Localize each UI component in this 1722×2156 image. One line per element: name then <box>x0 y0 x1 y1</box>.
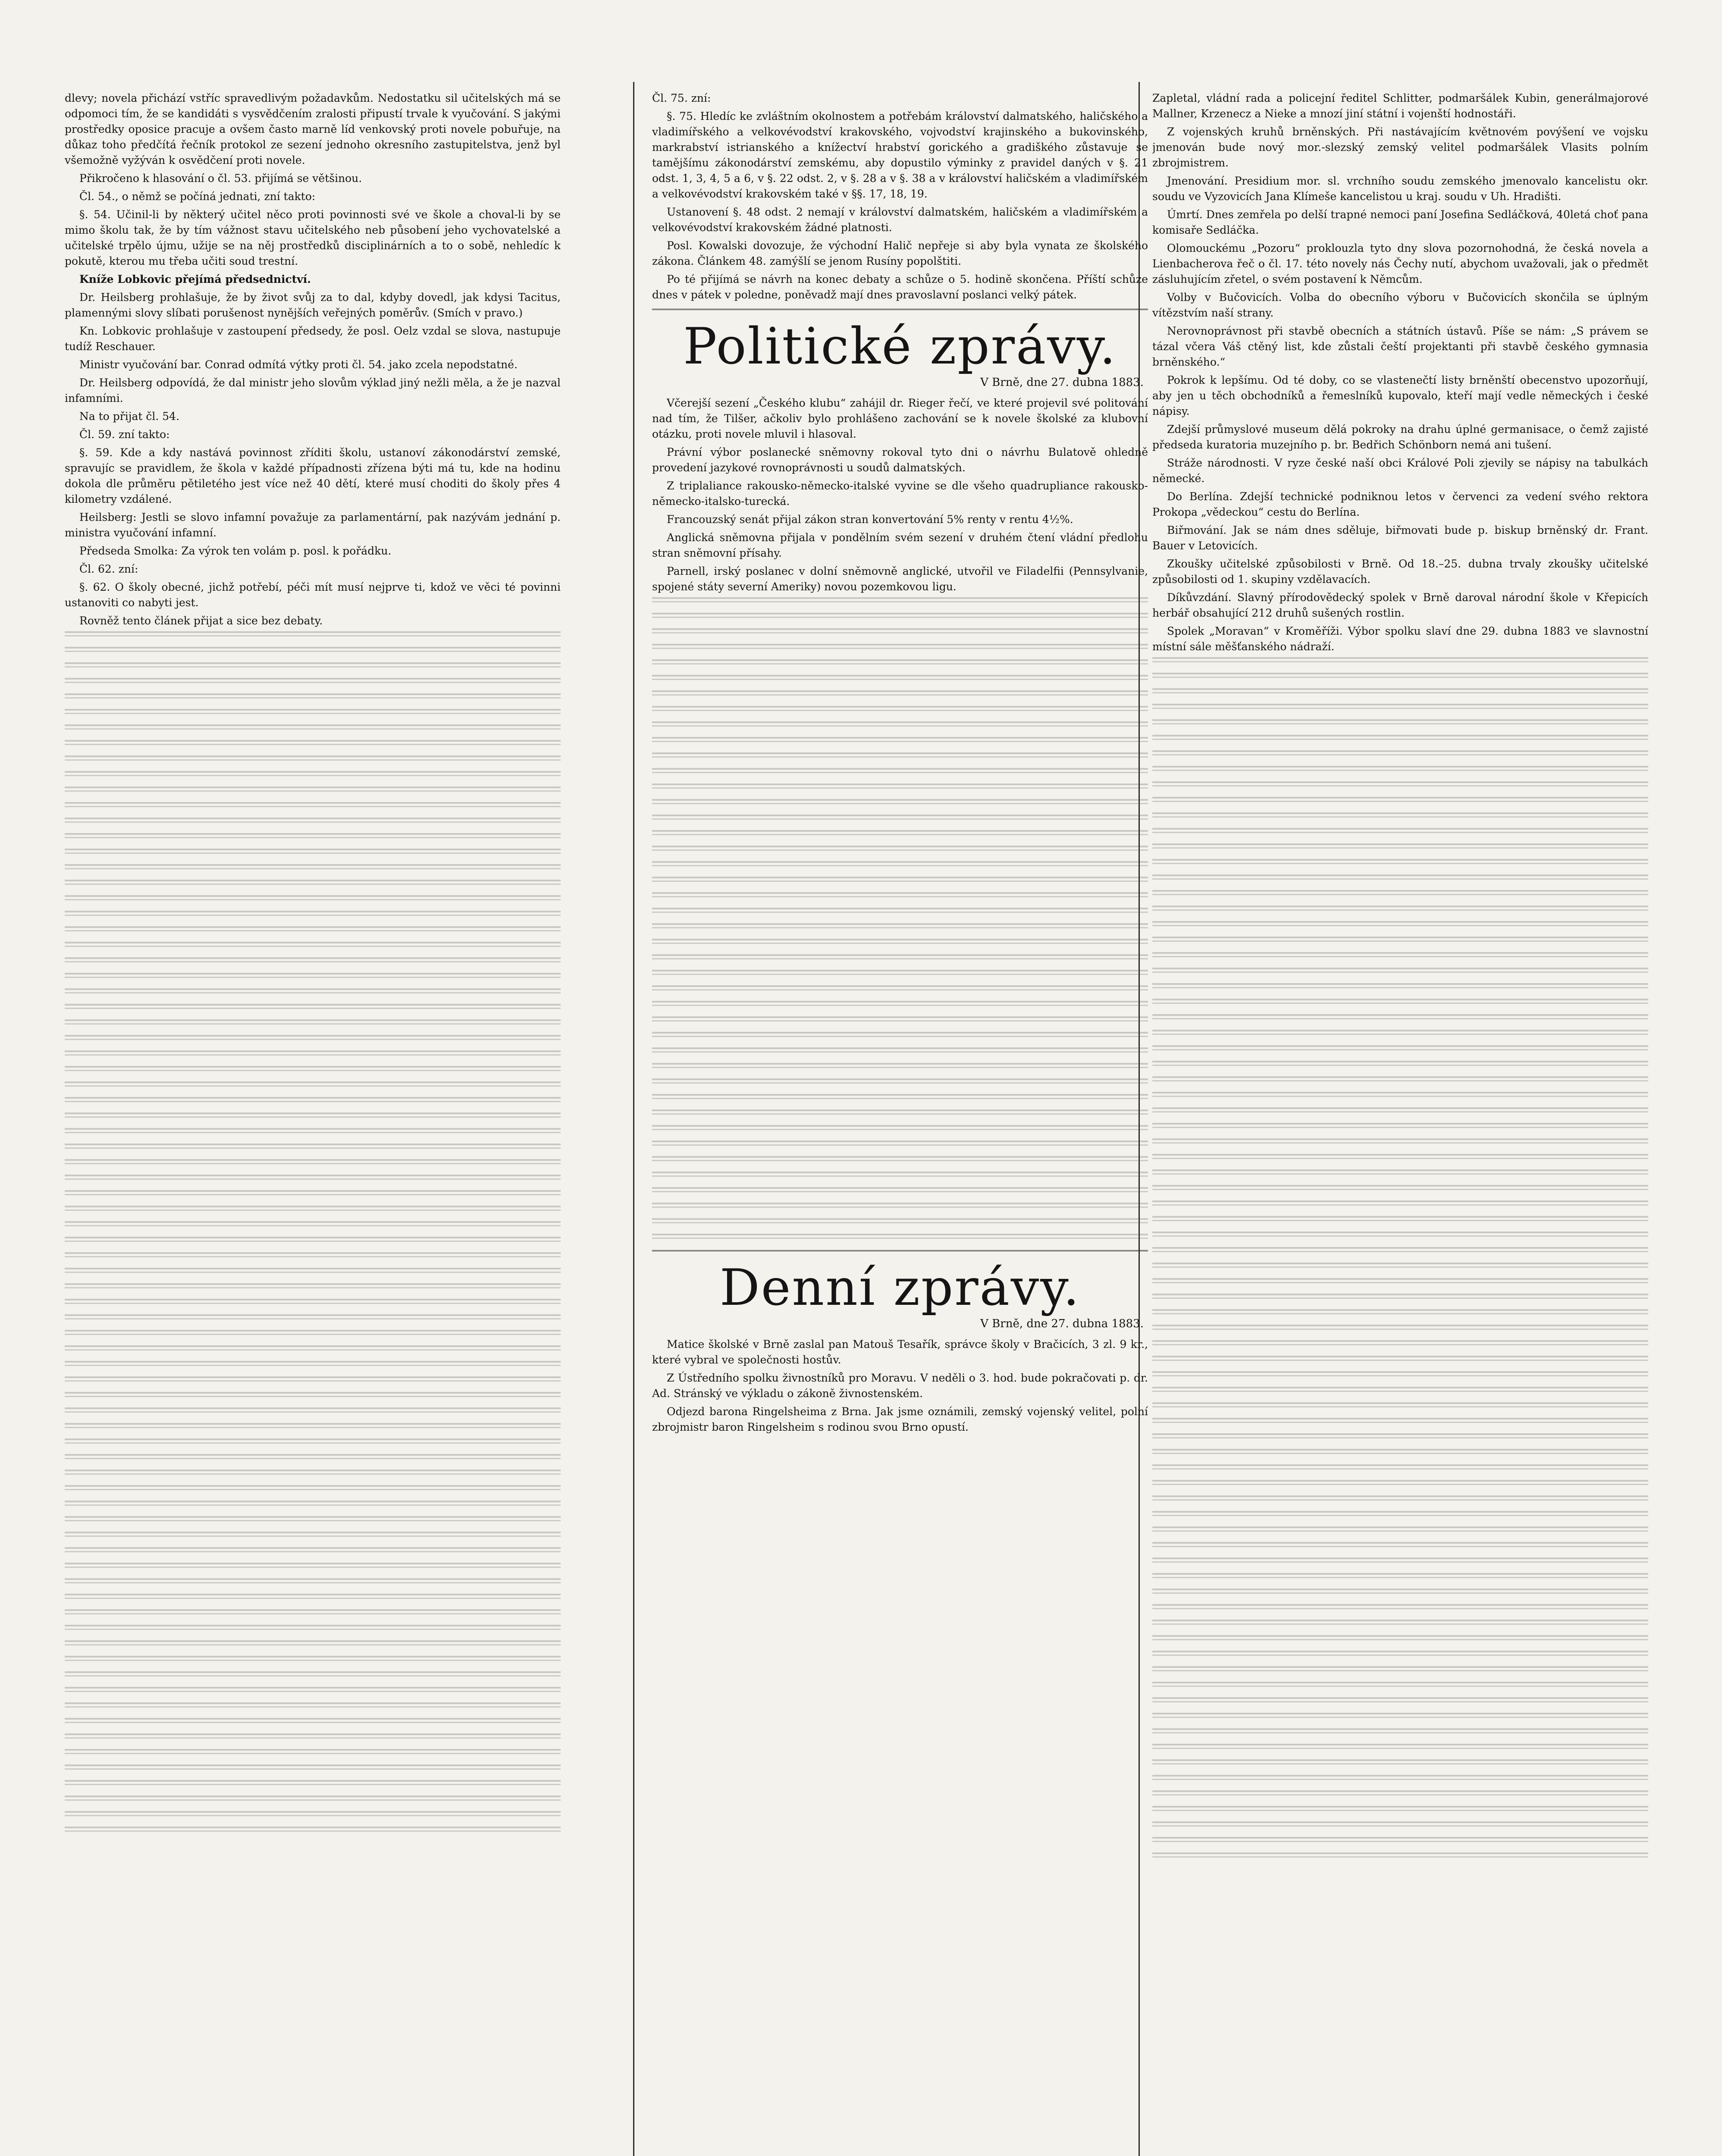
paragraph: Jmenování. Presidium mor. sl. vrchního soudu zemského jmenovalo kancelistu okr. soudu ve Vyzovicích Jana Klímeše kancelistou u kraj. soudu v Uh. Hradišti. <box>1152 175 1648 203</box>
paragraph: §. 75. Hledíc ke zvláštním okolnostem a potřebám království dalmatského, haličského a vladimířského a velkovévodství krakovského, vojvodství krajinského a bukovinského, markrabství istrianského a knížectví hrabství gorického a gradiškého zůstavuje se tamějšímu zákonodárství zemskému, aby dopustilo výminky z pravidel daných v §. 21 odst. 1, 3, 4, 5 a 6, v §. 22 odst. 2, v §. 28 a v §. 38 a v království haličském a vladimířském a velkovévodství krakovském také v §§. 17, 18, 19. <box>652 110 1148 200</box>
section-title-politicke: Politické zprávy. <box>683 317 1117 376</box>
column-2 <box>652 91 1148 2156</box>
paragraph: dlevy; novela přichází vstříc spravedlivým požadavkům. Nedostatku sil učitelských má se odpomoci tím, že se kandidáti s vysvědčením zralosti připustí trvale k vyučování. S jakými prostředky oposice pracuje a ovšem často marně líd venkovský proti novele pobuřuje, na důkaz toho předčítá řečník protokol ze sezení jednoho okresního zastupitelstva, jenž byl všemožně vyžýván k osvědčení proti novele. <box>65 92 561 166</box>
paragraph: Stráže národnosti. V ryze české naší obci Králové Poli zjevily se nápisy na tabulkách německé. <box>1152 457 1648 485</box>
paragraph: Ustanovení §. 48 odst. 2 nemají v království dalmatském, haličském a vladimířském a velkovévodství krakovském žádné platnosti. <box>652 206 1148 234</box>
paragraph: Z vojenských kruhů brněnských. Při nastávajícím květnovém povýšení ve vojsku jmenován bude nový mor.-slezský zemský velitel podmaršálek Vlasits polním zbrojmistrem. <box>1152 125 1648 169</box>
paragraph: Čl. 59. zní takto: <box>79 428 170 441</box>
text-body-continuation <box>1152 657 1648 1865</box>
section-title-denni: Denní zprávy. <box>719 1259 1081 1317</box>
paragraph: Z triplaliance rakousko-německo-italské vyvine se dle všeho quadrupliance rakousko-německo-italsko-turecká. <box>652 479 1148 508</box>
column-3 <box>1152 91 1648 2156</box>
paragraph: Čl. 54., o němž se počíná jednati, zní takto: <box>79 190 316 203</box>
column-1 <box>65 91 561 2156</box>
paragraph: Volby v Bučovicích. Volba do obecního výboru v Bučovicích skončila se úplným vítězstvím naší strany. <box>1152 291 1648 319</box>
paragraph: Rovněž tento článek přijat a sice bez debaty. <box>79 614 323 627</box>
paragraph: Posl. Kowalski dovozuje, že východní Halič nepřeje si aby byla vynata ze školského zákona. Článkem 48. zamýšlí se jenom Rusíny popolštiti. <box>652 239 1148 267</box>
paragraph: Dr. Heilsberg odpovídá, že dal ministr jeho slovům výklad jiný nežli měla, a že je nazval infamními. <box>65 376 561 404</box>
paragraph: Heilsberg: Jestli se slovo infamní považuje za parlamentární, pak nazývám jednání p. ministra vyučování infamní. <box>65 511 561 539</box>
paragraph: Zapletal, vládní rada a policejní ředitel Schlitter, podmaršálek Kubin, generálmajorové Mallner, Krzenecz a Nieke a mnozí jiní státní i vojenští hodnostáři. <box>1152 92 1648 120</box>
paragraph: Čl. 75. zní: <box>652 92 711 104</box>
paragraph: Na to přijat čl. 54. <box>79 410 180 423</box>
paragraph: Kníže Lobkovic přejímá předsednictví. <box>79 273 311 285</box>
text-body-continuation <box>652 597 1148 1244</box>
paragraph: §. 62. O školy obecné, jichž potřebí, péči mít musí nejprve ti, kdož ve věci té povinni ustanoviti co nabyti jest. <box>65 581 561 609</box>
dateline: V Brně, dne 27. dubna 1883. <box>980 1317 1144 1330</box>
paragraph: Ministr vyučování bar. Conrad odmítá výtky proti čl. 54. jako zcela nepodstatné. <box>79 358 518 371</box>
paragraph: Pokrok k lepšímu. Od té doby, co se vlastenečtí listy brněnští obecenstvo upozorňují, aby jen u těch obchodníků a řemeslníků kupovalo, kteří mají vedle německých i české nápisy. <box>1152 374 1648 417</box>
paragraph: Olomouckému „Pozoru“ proklouzla tyto dny slova pozornohodná, že česká novela a Lienbacherova řeč o čl. 17. této novely nás Čechy nutí, abychom uvažovali, jak o předmět zásluhujícím zřetel, o svém postavení k Němcům. <box>1152 242 1648 285</box>
paragraph: Zkoušky učitelské způsobilosti v Brně. Od 18.–25. dubna trvaly zkoušky učitelské způsobilosti od 1. skupiny vzdělavacích. <box>1152 558 1648 586</box>
paragraph: Dr. Heilsberg prohlašuje, že by život svůj za to dal, kdyby dovedl, jak kdysi Tacitus, plamennými slovy slíbati porušenost nynějších veřejných poměrův. (Smích v pravo.) <box>65 291 561 319</box>
paragraph: Včerejší sezení „Českého klubu“ zahájil dr. Rieger řečí, ve které projevil své politování nad tím, že Tilšer, ačkoliv bylo prohlášeno zachování se k novele školské za klubovní otázku, proti novele mluvil i hlasoval. <box>652 397 1148 440</box>
paragraph: Úmrtí. Dnes zemřela po delší trapné nemoci paní Josefina Sedláčková, 40letá choť pana komisaře Sedláčka. <box>1152 208 1648 236</box>
paragraph: §. 59. Kde a kdy nastává povinnost zříditi školu, ustanoví zákonodárství zemské, spravujíc se pravidlem, že škola v každé případnosti zřízena býti má tu, kde na hodinu dokola dle průměru pětiletého jest více než 40 dětí, které musí choditi do školy přes 4 kilometry vzdálené. <box>65 446 561 505</box>
paragraph: Předseda Smolka: Za výrok ten volám p. posl. k pořádku. <box>79 545 392 557</box>
paragraph: Biřmování. Jak se nám dnes sděluje, biřmovati bude p. biskup brněnský dr. Frant. Bauer v Letovicích. <box>1152 524 1648 552</box>
paragraph: Zdejší průmyslové museum dělá pokroky na drahu úplné germanisace, o čemž zajisté předseda kuratoria muzejního p. br. Bedřich Schönborn nemá ani tušení. <box>1152 423 1648 451</box>
paragraph: Parnell, irský poslanec v dolní sněmovně anglické, utvořil ve Filadelfii (Pennsylvanie, spojené státy severní Ameriky) novou pozemkovou ligu. <box>652 565 1148 593</box>
paragraph: Anglická sněmovna přijala v pondělním svém sezení v druhém čtení vládní předlohu stran sněmovní přísahy. <box>652 531 1148 559</box>
column-rule-left <box>633 82 634 2156</box>
paragraph: Čl. 62. zní: <box>79 563 138 575</box>
paragraph: Odjezd barona Ringelsheima z Brna. Jak jsme oznámili, zemský vojenský velitel, polní zbrojmistr baron Ringelsheim s rodinou svou Brno opustí. <box>652 1405 1148 1433</box>
paragraph: §. 54. Učinil-li by některý učitel něco proti povinnosti své ve škole a choval-li by se mimo školu tak, že by tím vážnost stavu učitelského neb působení jeho vychovatelské a učitelské trpělo újmu, užije se na něj prostředků disciplinárních a to o sobě, nehledíc k pokutě, kterou mu třeba učiti soud trestní. <box>65 208 561 267</box>
paragraph: Matice školské v Brně zaslal pan Matouš Tesařík, správce školy v Bračicích, 3 zl. 9 kr., které vybral ve společnosti hostův. <box>652 1338 1148 1366</box>
paragraph: Spolek „Moravan“ v Kroměříži. Výbor spolku slaví dne 29. dubna 1883 ve slavnostní místní sále měšťanského nádraží. <box>1152 625 1648 653</box>
paragraph: Nerovnoprávnost při stavbě obecních a státních ústavů. Píše se nám: „S právem se tázal včera Váš ctěný list, kde zůstali čeští projektanti při stavbě českého gymnasia brněnského.“ <box>1152 325 1648 368</box>
section-divider <box>652 1250 1148 1251</box>
paragraph: Přikročeno k hlasování o čl. 53. přijímá se většinou. <box>79 172 362 185</box>
paragraph: Díkůvzdání. Slavný přírodovědecký spolek v Brně daroval národní škole v Křepicích herbář obsahující 212 druhů sušených rostlin. <box>1152 591 1648 619</box>
paragraph: Do Berlína. Zdejší technické podniknou letos v červenci za vedení svého rektora Prokopa „vědeckou“ cestu do Berlína. <box>1152 490 1648 518</box>
paragraph: Po té přijímá se návrh na konec debaty a schůze o 5. hodině skončena. Příští schůze dnes v pátek v poledne, poněvadž mají dnes pravoslavní poslanci velký pátek. <box>652 273 1148 301</box>
dateline: V Brně, dne 27. dubna 1883. <box>980 376 1144 389</box>
paragraph: Z Ústředního spolku živnostníků pro Moravu. V neděli o 3. hod. bude pokračovati p. dr. Ad. Stránský ve výkladu o zákoně živnostenském. <box>652 1372 1148 1400</box>
section-divider <box>652 309 1148 310</box>
paragraph: Francouzský senát přijal zákon stran konvertování 5% renty v rentu 4½%. <box>667 513 1073 526</box>
paragraph: Právní výbor poslanecké sněmovny rokoval tyto dni o návrhu Bulatově ohledně provedení jazykové rovnoprávnosti u soudů dalmatských. <box>652 446 1148 474</box>
paragraph: Kn. Lobkovic prohlašuje v zastoupení předsedy, že posl. Oelz vzdal se slova, nastupuje tudíž Reschauer. <box>65 325 561 353</box>
text-body-continuation <box>65 631 561 1839</box>
